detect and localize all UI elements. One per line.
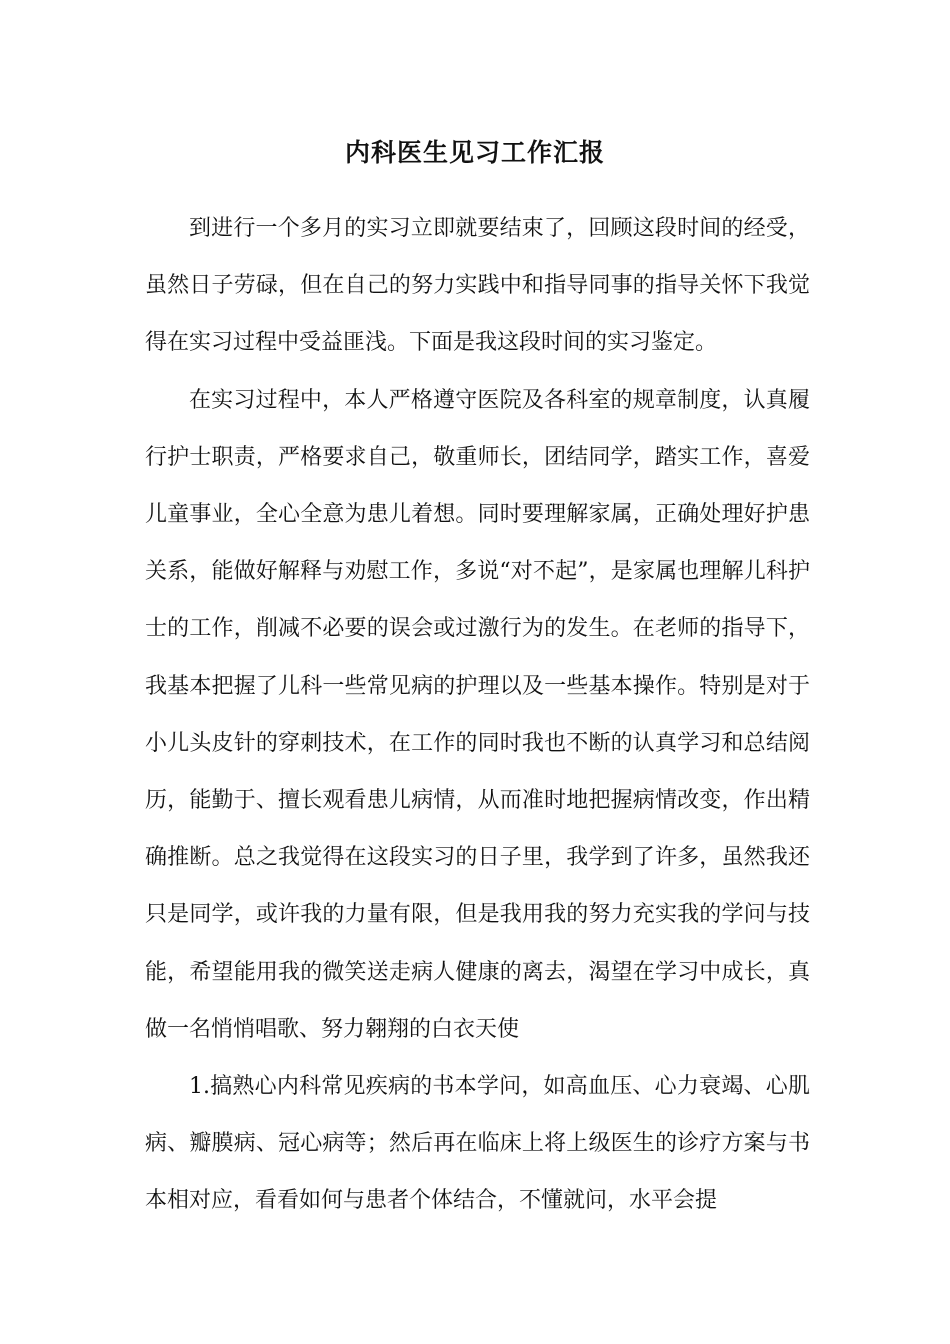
document-body xyxy=(145,200,810,1230)
paragraph-internship-process: 在实习过程中，本人严格遵守医院及各科室的规章制度，认真履行护士职责，严格要求自己，敬重师长，团结同学，踏实工作，喜爱儿童事业，全心全意为患儿着想。同时要理解家属，正确处理好护患关系，能做好解释与劝慰工作，多说“对不起”，是家属也理解儿科护士的工作，削减不必要的误会或过激行为的发生。在老师的指导下，我基本把握了儿科一些常见病的护理以及一些基本操作。特别是对于小儿头皮针的穿刺技术，在工作的同时我也不断的认真学习和总结阅历，能勤于、擅长观看患儿病情，从而准时地把握病情改变，作出精确推断。总之我觉得在这段实习的日子里，我学到了许多，虽然我还只是同学，或许我的力量有限，但是我用我的努力充实我的学问与技能，希望能用我的微笑送走病人健康的离去，渴望在学习中成长，真做一名悄悄唱歌、努力翱翔的白衣天使 xyxy=(145,387,810,1042)
document-title: 内科医生见习工作汇报 xyxy=(344,138,605,167)
paragraph-item-1: 1.搞熟心内科常见疾病的书本学问，如高血压、心力衰竭、心肌病、瓣膜病、冠心病等；然后再在临床上将上级医生的诊疗方案与书本相对应，看看如何与患者个体结合，不懂就问，水平会提 xyxy=(145,1074,810,1214)
paragraph-intro: 到进行一个多月的实习立即就要结束了，回顾这段时间的经受，虽然日子劳碌，但在自己的努力实践中和指导同事的指导关怀下我觉得在实习过程中受益匪浅。下面是我这段时间的实习鉴定。 xyxy=(145,216,810,356)
